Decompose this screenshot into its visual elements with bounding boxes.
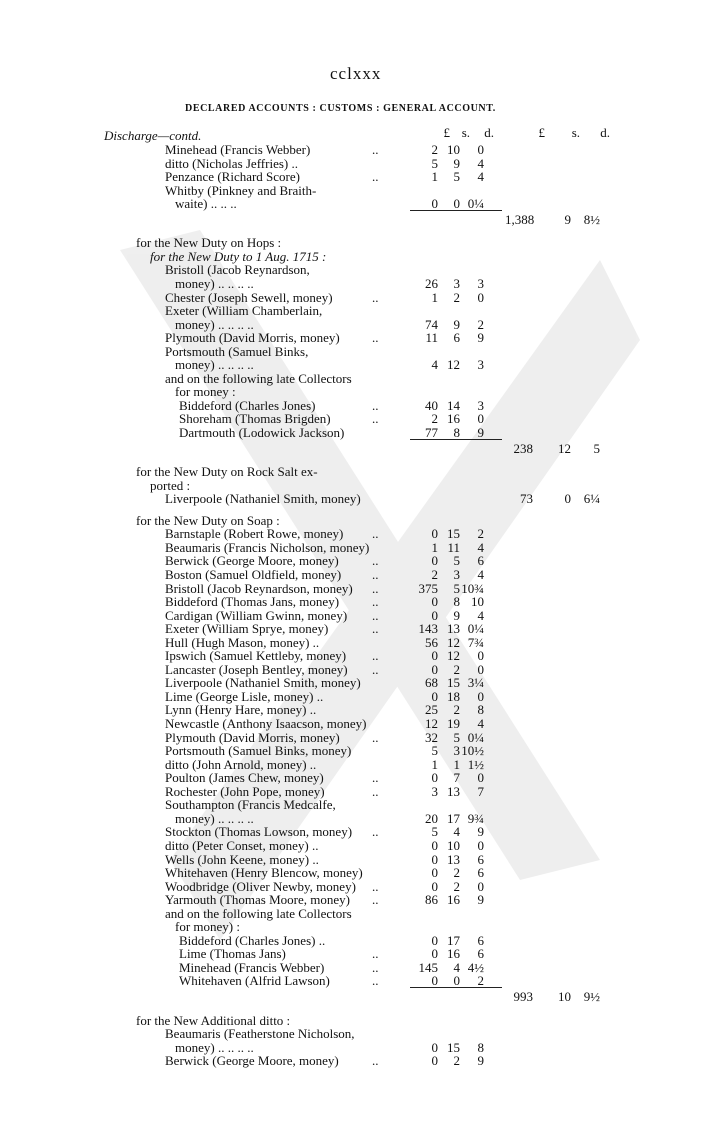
entry-amount-pence: 3 <box>477 357 484 373</box>
entry-text: and on the following late Collectors <box>165 905 352 921</box>
col-pence-header: d. <box>484 125 494 140</box>
leader-dots: .. <box>372 526 379 542</box>
leader-dots: .. <box>372 289 379 305</box>
entry-amount-shillings: 4 <box>453 824 460 840</box>
entry-amount-pounds: 86 <box>425 892 438 908</box>
entry-text: Lancaster (Joseph Bentley, money) <box>165 661 348 677</box>
entry-amount-shillings: 18 <box>447 688 460 704</box>
entry-text: for money) : <box>175 919 240 935</box>
entry-amount-shillings: 2 <box>453 878 460 894</box>
entry-amount-shillings: 5 <box>453 580 460 596</box>
entry-text: Beaumaris (Francis Nicholson, money) <box>165 539 370 555</box>
entry-amount-pounds: 32 <box>425 729 438 745</box>
entry-text: money) .. .. .. .. <box>175 357 254 373</box>
entry-amount-pounds: 0 <box>431 1039 438 1055</box>
entry-text: Beaumaris (Featherstone Nicholson, <box>165 1026 355 1042</box>
leader-dots: .. <box>372 783 379 799</box>
entry-amount-pounds: 4 <box>431 357 438 373</box>
subtotal-shillings: 10 <box>558 989 571 1004</box>
entry-amount-shillings: 17 <box>447 810 460 826</box>
entry-text: Newcastle (Anthony Isaacson, money) <box>165 716 367 731</box>
entry-text: for money : <box>175 384 236 400</box>
entry-amount-pence: 7 <box>477 783 484 799</box>
subtotal-pence: 5 <box>593 440 600 456</box>
entry-amount-pence: 3 <box>477 397 484 413</box>
entry-text: Boston (Samuel Oldfield, money) <box>165 566 342 582</box>
leader-dots: .. <box>372 648 379 664</box>
entry-text: money) .. .. .. .. <box>175 275 254 291</box>
entry-amount-pence: 9 <box>477 1053 484 1069</box>
entry-text: Yarmouth (Thomas Moore, money) <box>165 892 350 908</box>
entry-amount-pounds: 25 <box>425 702 438 718</box>
entry-amount-shillings: 9 <box>453 155 460 171</box>
entry-amount-pence: 2 <box>477 973 484 989</box>
entry-amount-shillings: 16 <box>447 411 460 427</box>
entry-amount-pounds: 26 <box>425 275 438 291</box>
entry-amount-pounds: 0 <box>431 878 438 894</box>
entry-amount-pounds: 11 <box>425 330 438 346</box>
entry-amount-shillings: 3 <box>453 566 460 582</box>
subtotal-rule <box>410 210 502 211</box>
subtotal-pounds: 1,388 <box>505 211 535 227</box>
entry-amount-pence: 2 <box>477 316 484 332</box>
subtotal-rule <box>410 987 502 988</box>
entry-amount-pounds: 0 <box>431 932 438 948</box>
entry-amount-pounds: 0 <box>431 865 438 881</box>
entry-amount-pounds: 2 <box>431 411 438 427</box>
entry-amount-shillings: 8 <box>453 425 460 440</box>
entry-amount-pounds: 0 <box>431 688 438 704</box>
leader-dots: .. <box>372 946 379 962</box>
entry-total-pence: 6¼ <box>583 491 600 507</box>
leader-dots: .. <box>372 580 379 596</box>
entry-amount-pence: 1½ <box>467 756 484 772</box>
entry-amount-shillings: 2 <box>453 289 460 305</box>
entry-text: Wells (John Keene, money) .. <box>165 851 319 867</box>
entry-amount-pence: 4 <box>477 169 484 185</box>
entry-amount-pence: 0 <box>477 878 484 894</box>
entry-amount-pounds: 145 <box>418 959 438 975</box>
entry-amount-shillings: 5 <box>453 169 460 185</box>
leader-dots: .. <box>372 169 379 185</box>
entry-amount-pence: 6 <box>477 553 484 569</box>
entry-amount-shillings: 3 <box>453 275 460 291</box>
entry-amount-pounds: 0 <box>431 607 438 623</box>
entry-text: Liverpoole (Nathaniel Smith, money) <box>165 491 361 507</box>
entry-text: Shoreham (Thomas Brigden) <box>179 411 331 427</box>
subtotal-pounds: 993 <box>513 989 533 1004</box>
entry-amount-pence: 10½ <box>461 743 484 759</box>
leader-dots: .. <box>372 973 379 989</box>
leader-dots: .. <box>372 824 379 840</box>
entry-amount-pounds: 5 <box>431 824 438 840</box>
leader-dots: .. <box>372 397 379 413</box>
entry-amount-pence: 2 <box>477 526 484 542</box>
entry-amount-shillings: 16 <box>447 892 460 908</box>
entry-text: Southampton (Francis Medcalfe, <box>165 797 336 813</box>
entry-amount-pence: 9 <box>477 330 484 346</box>
leader-dots: .. <box>372 770 379 786</box>
entry-amount-pence: 0 <box>477 648 484 664</box>
entry-amount-pounds: 0 <box>431 1053 438 1069</box>
entry-amount-shillings: 0 <box>453 196 460 212</box>
entry-amount-pounds: 0 <box>431 526 438 542</box>
entry-amount-shillings: 12 <box>447 634 460 650</box>
entry-amount-pounds: 1 <box>431 169 438 185</box>
leader-dots: .. <box>372 411 379 427</box>
entry-amount-pounds: 0 <box>431 594 438 610</box>
entry-amount-shillings: 4 <box>453 959 460 975</box>
col-pound-total-header: £ <box>538 125 545 140</box>
entry-text: Exeter (William Chamberlain, <box>165 303 323 319</box>
entry-amount-pence: 0 <box>477 770 484 786</box>
entry-amount-shillings: 14 <box>447 397 460 413</box>
entry-amount-pence: 0¼ <box>467 729 484 745</box>
entry-amount-pounds: 0 <box>431 851 438 867</box>
entry-text: Woodbridge (Oliver Newby, money) <box>165 878 356 894</box>
entry-amount-pounds: 0 <box>431 196 438 212</box>
entry-amount-pounds: 0 <box>431 770 438 786</box>
entry-amount-shillings: 9 <box>453 316 460 332</box>
entry-amount-shillings: 16 <box>447 946 460 962</box>
entry-amount-pence: 0 <box>477 289 484 305</box>
entry-amount-shillings: 13 <box>447 621 460 637</box>
entry-amount-shillings: 8 <box>453 594 460 610</box>
entry-amount-pence: 10 <box>471 594 484 610</box>
entry-text: ditto (Nicholas Jeffries) .. <box>165 155 298 171</box>
entry-amount-pounds: 68 <box>425 675 438 691</box>
entry-amount-shillings: 17 <box>447 932 460 948</box>
entry-text: Dartmouth (Lodowick Jackson) <box>179 425 345 440</box>
section-heading: for the New Duty on Hops : <box>136 235 282 251</box>
entry-text: Plymouth (David Morris, money) <box>165 330 340 346</box>
entry-amount-pence: 6 <box>477 932 484 948</box>
entry-text: money) .. .. .. .. <box>175 1039 254 1055</box>
entry-text: Berwick (George Moore, money) <box>165 1053 339 1069</box>
entry-amount-pounds: 1 <box>431 756 438 772</box>
entry-text: Bristoll (Jacob Reynardson, <box>165 262 310 278</box>
entry-amount-shillings: 0 <box>453 973 460 989</box>
leader-dots: .. <box>372 729 379 745</box>
entry-amount-pence: 4 <box>477 155 484 171</box>
col-pound-header: £ <box>443 125 450 140</box>
entry-text: Biddeford (Charles Jones) .. <box>179 932 326 948</box>
entry-amount-pence: 4 <box>477 716 484 731</box>
col-shilling-total-header: s. <box>571 125 580 140</box>
col-shilling-header: s. <box>461 125 470 140</box>
entry-amount-shillings: 2 <box>453 1053 460 1069</box>
entry-text: Portsmouth (Samuel Binks, money) <box>165 743 352 759</box>
entry-amount-shillings: 3 <box>453 743 460 759</box>
entry-amount-pence: 4 <box>477 566 484 582</box>
entry-amount-pence: 8 <box>477 1039 484 1055</box>
entry-amount-pounds: 1 <box>431 539 438 555</box>
entry-text: Barnstaple (Robert Rowe, money) <box>165 526 344 542</box>
entry-text: Biddeford (Charles Jones) <box>179 397 316 413</box>
entry-text: waite) .. .. .. <box>175 196 237 212</box>
leader-dots: .. <box>372 892 379 908</box>
entry-text: Stockton (Thomas Lowson, money) <box>165 824 353 840</box>
running-head: DECLARED ACCOUNTS : CUSTOMS : GENERAL ACCOUNT. <box>185 103 496 114</box>
section-heading: for the New Additional ditto : <box>136 1012 291 1028</box>
entry-amount-pence: 9 <box>477 824 484 840</box>
subtotal-pence: 9½ <box>583 989 600 1004</box>
entry-amount-shillings: 13 <box>447 783 460 799</box>
entry-text: and on the following late Collectors <box>165 370 352 386</box>
entry-amount-pounds: 0 <box>431 648 438 664</box>
col-pence-total-header: d. <box>600 125 610 140</box>
entry-amount-shillings: 2 <box>453 865 460 881</box>
entry-amount-pounds: 74 <box>425 316 438 332</box>
entry-text: money) .. .. .. .. <box>175 810 254 826</box>
entry-amount-pounds: 56 <box>425 634 438 650</box>
entry-text: Lime (Thomas Jans) <box>179 946 286 962</box>
entry-amount-shillings: 5 <box>453 729 460 745</box>
entry-amount-shillings: 7 <box>453 770 460 786</box>
subsection-heading: for the New Duty to 1 Aug. 1715 : <box>150 248 327 264</box>
entry-amount-pounds: 143 <box>418 621 438 637</box>
entry-text: Hull (Hugh Mason, money) .. <box>165 634 320 650</box>
entry-amount-pounds: 3 <box>431 783 438 799</box>
entry-text: Whitby (Pinkney and Braith- <box>165 182 317 198</box>
entry-amount-pounds: 12 <box>425 716 438 731</box>
entry-text: money) .. .. .. .. <box>175 316 254 332</box>
entry-amount-shillings: 12 <box>447 357 460 373</box>
entry-amount-shillings: 19 <box>447 716 460 731</box>
entry-amount-pence: 0¼ <box>467 196 484 212</box>
leader-dots: .. <box>372 142 379 157</box>
entry-amount-pence: 0 <box>477 688 484 704</box>
entry-amount-pounds: 40 <box>425 397 438 413</box>
leader-dots: .. <box>372 553 379 569</box>
subtotal-pounds: 238 <box>513 440 533 456</box>
entry-text: Liverpoole (Nathaniel Smith, money) <box>165 675 361 691</box>
entry-amount-shillings: 1 <box>453 756 460 772</box>
entry-amount-shillings: 6 <box>453 330 460 346</box>
entry-amount-pounds: 375 <box>418 580 438 596</box>
entry-amount-pence: 0 <box>477 837 484 853</box>
entry-amount-pounds: 1 <box>431 289 438 305</box>
entry-amount-pence: 6 <box>477 946 484 962</box>
entry-amount-shillings: 13 <box>447 851 460 867</box>
entry-amount-pence: 9¾ <box>467 810 484 826</box>
entry-amount-pounds: 0 <box>431 973 438 989</box>
entry-text: Portsmouth (Samuel Binks, <box>165 343 309 359</box>
entry-amount-pounds: 5 <box>431 155 438 171</box>
entry-amount-pence: 0 <box>477 142 484 157</box>
entry-amount-shillings: 2 <box>453 661 460 677</box>
leader-dots: .. <box>372 566 379 582</box>
entry-amount-pence: 3¼ <box>467 675 484 691</box>
section-heading: for the New Duty on Rock Salt ex- <box>136 464 318 480</box>
entry-amount-pounds: 0 <box>431 553 438 569</box>
entry-amount-pence: 4 <box>477 607 484 623</box>
entry-text: ditto (Peter Conset, money) .. <box>165 837 319 853</box>
entry-text: Exeter (William Sprye, money) <box>165 621 329 637</box>
subtotal-shillings: 9 <box>564 211 571 227</box>
leader-dots: .. <box>372 621 379 637</box>
entry-amount-pounds: 0 <box>431 837 438 853</box>
section-heading: for the New Duty on Soap : <box>136 512 280 528</box>
entry-amount-pence: 6 <box>477 851 484 867</box>
entry-amount-pence: 4½ <box>467 959 484 975</box>
entry-amount-pounds: 2 <box>431 142 438 157</box>
entry-amount-shillings: 10 <box>447 142 460 157</box>
entry-text: Penzance (Richard Score) <box>165 169 300 185</box>
entry-text: Minehead (Francis Webber) <box>179 959 325 975</box>
page-number: cclxxx <box>330 64 382 83</box>
entry-amount-shillings: 15 <box>447 675 460 691</box>
entry-text: Whitehaven (Henry Blencow, money) <box>165 865 363 881</box>
entry-text: Lime (George Lisle, money) .. <box>165 688 324 704</box>
entry-amount-shillings: 12 <box>447 648 460 664</box>
entry-amount-pence: 0 <box>477 661 484 677</box>
subtotal-rule <box>410 439 502 440</box>
entry-text: Cardigan (William Gwinn, money) <box>165 607 348 623</box>
section-heading-cont: ported : <box>150 477 191 493</box>
entry-text: Minehead (Francis Webber) <box>165 142 311 157</box>
entry-amount-pounds: 0 <box>431 946 438 962</box>
entry-amount-pence: 8 <box>477 702 484 718</box>
entry-amount-pence: 4 <box>477 539 484 555</box>
subtotal-pence: 8½ <box>583 211 600 227</box>
entry-total-pounds: 73 <box>520 491 533 507</box>
leader-dots: .. <box>372 959 379 975</box>
entry-text: Whitehaven (Alfrid Lawson) <box>179 973 330 989</box>
entry-amount-pence: 0¼ <box>467 621 484 637</box>
leader-dots: .. <box>372 1053 379 1069</box>
entry-amount-shillings: 15 <box>447 1039 460 1055</box>
leader-dots: .. <box>372 330 379 346</box>
entry-amount-pence: 9 <box>477 892 484 908</box>
entry-text: Bristoll (Jacob Reynardson, money) <box>165 580 353 596</box>
subtotal-shillings: 12 <box>558 440 571 456</box>
entry-amount-shillings: 2 <box>453 702 460 718</box>
entry-amount-shillings: 9 <box>453 607 460 623</box>
entry-text: Plymouth (David Morris, money) <box>165 729 340 745</box>
entry-total-shillings: 0 <box>564 491 571 507</box>
entry-amount-pence: 9 <box>477 425 484 440</box>
entry-text: Lynn (Henry Hare, money) .. <box>165 702 317 718</box>
entry-text: Biddeford (Thomas Jans, money) <box>165 594 340 610</box>
entry-text: ditto (John Arnold, money) .. <box>165 756 317 772</box>
entry-amount-shillings: 5 <box>453 553 460 569</box>
leader-dots: .. <box>372 878 379 894</box>
entry-amount-shillings: 11 <box>447 539 460 555</box>
entry-amount-pence: 6 <box>477 865 484 881</box>
entry-amount-pence: 10¾ <box>461 580 484 596</box>
entry-amount-pounds: 2 <box>431 566 438 582</box>
leader-dots: .. <box>372 607 379 623</box>
entry-amount-pounds: 77 <box>425 425 438 440</box>
entry-text: Berwick (George Moore, money) <box>165 553 339 569</box>
entry-amount-pounds: 5 <box>431 743 438 759</box>
entry-text: Poulton (James Chew, money) <box>165 770 324 786</box>
entry-amount-pence: 3 <box>477 275 484 291</box>
entry-amount-pence: 0 <box>477 411 484 427</box>
leader-dots: .. <box>372 594 379 610</box>
entry-amount-pounds: 0 <box>431 661 438 677</box>
entry-amount-shillings: 15 <box>447 526 460 542</box>
discharge-label: Discharge—contd. <box>104 128 202 143</box>
entry-text: Rochester (John Pope, money) <box>165 783 325 799</box>
entry-amount-pounds: 20 <box>425 810 438 826</box>
entry-text: Ipswich (Samuel Kettleby, money) <box>165 648 347 664</box>
entry-text: Chester (Joseph Sewell, money) <box>165 289 333 305</box>
leader-dots: .. <box>372 661 379 677</box>
entry-amount-pence: 7¾ <box>467 634 484 650</box>
entry-amount-shillings: 10 <box>447 837 460 853</box>
